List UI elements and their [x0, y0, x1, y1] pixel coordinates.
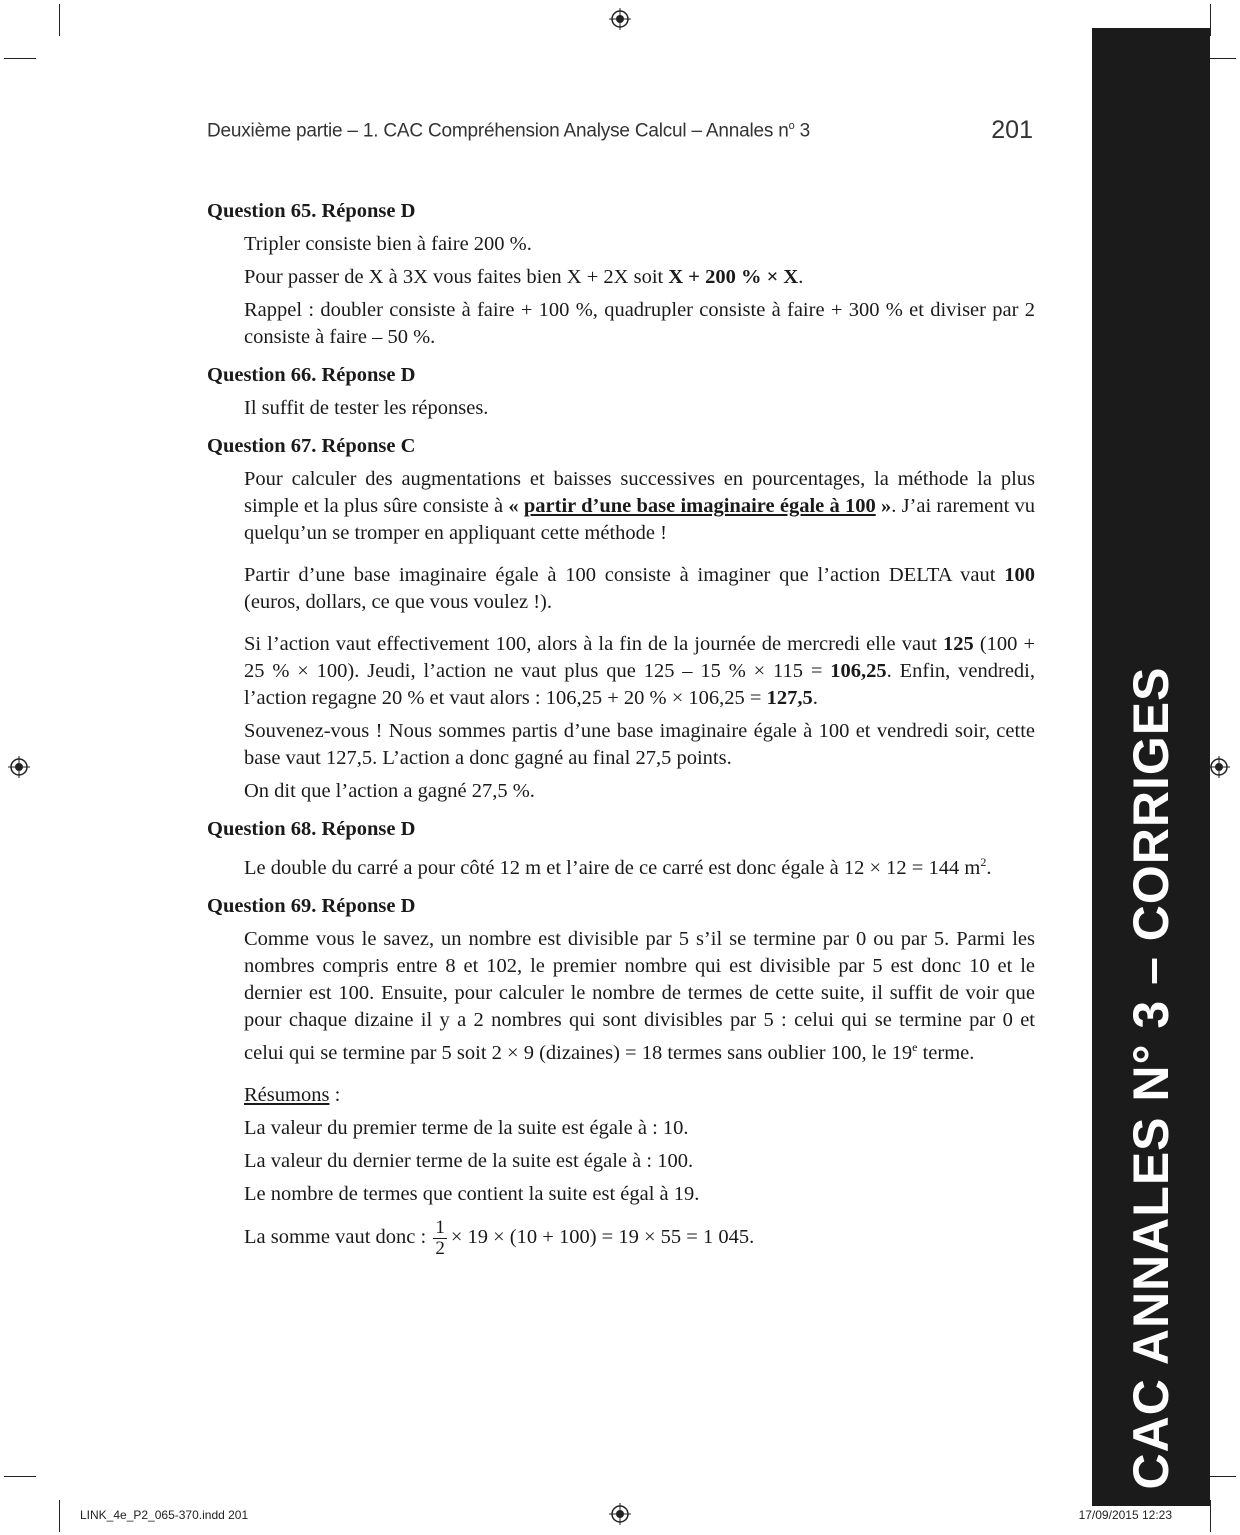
question-67-paragraph: On dit que l’action a gagné 27,5 %.	[244, 780, 535, 802]
page-number: 201	[991, 116, 1033, 144]
running-header	[207, 116, 1033, 146]
registration-mark-icon	[1208, 756, 1230, 778]
registration-mark-icon	[8, 756, 30, 778]
question-65-paragraph: Tripler consiste bien à faire 200 %.	[244, 233, 532, 255]
question-66-heading: Question 66. Réponse D	[207, 364, 416, 386]
question-67-paragraph: Partir d’une base imaginaire égale à 100 consiste à imaginer que l’action DELTA vaut 100 (euros, dollars, ce que vous voulez !).	[244, 564, 1035, 613]
summary-label: Résumons :	[244, 1083, 341, 1106]
question-69-paragraph: Comme vous le savez, un nombre est divisible par 5 s’il se termine par 0 ou par 5. Parmi les nombres compris entre 8 et 102, le premier nombre qui est divisible par 5 est donc 10 et le dernier est 100. Ensuite, pour calculer le nombre de termes de cette suite, il suffit de voir que pour chaque dizaine il y a 2 nombres qui sont divisibles par 5 : celui qui se termine par 0 et celui qui se termine par 5 soit 2 × 9 (dizaines) = 18 termes sans oublier 100, le 19e terme.	[244, 927, 1035, 1064]
crop-mark	[1210, 1500, 1211, 1532]
question-67-paragraph: Souvenez-vous ! Nous sommes partis d’une base imaginaire égale à 100 et vendredi soir, cette base vaut 127,5. L’action a donc gagné au final 27,5 points.	[244, 720, 1035, 769]
summary-line: La valeur du premier terme de la suite est égale à : 10.	[244, 1116, 689, 1139]
crop-mark	[59, 4, 60, 36]
registration-mark-icon	[609, 8, 631, 30]
crop-mark	[4, 1476, 36, 1477]
sum-formula: La somme vaut donc : $\frac{1}{2}$ × 19 × (10 + 100) = 19 × 55 = 1 045.	[244, 1216, 755, 1259]
question-69-heading: Question 69. Réponse D	[207, 894, 416, 917]
summary-line: Le nombre de termes que contient la suite est égal à 19.	[244, 1182, 700, 1205]
side-tab-label: CAC ANNALES N° 3 – CORRIGES	[1123, 666, 1179, 1490]
question-65-paragraph: Pour passer de X à 3X vous faites bien X + 2X soit X + 200 % × X.	[244, 266, 804, 288]
crop-mark	[59, 1500, 60, 1532]
registration-mark-icon	[609, 1503, 631, 1525]
question-67-paragraph: Pour calculer des augmentations et baisses successives en pourcentages, la méthode la plus simple et la plus sûre consiste à « partir d’une base imaginaire égale à 100 ». J’ai rarement vu quelqu’un se tromper en appliquant cette méthode !	[244, 468, 1035, 544]
question-67-paragraph: Si l’action vaut effectivement 100, alors à la fin de la journée de mercredi elle vaut 125 (100 + 25 % × 100). Jeudi, l’action ne vaut plus que 125 – 15 % × 115 = 106,25. Enfin, vendredi, l’action regagne 20 % et vaut alors : 106,25 + 20 % × 106,25 = 127,5.	[244, 633, 1035, 709]
question-65-heading: Question 65. Réponse D	[207, 200, 416, 222]
summary-line: La valeur du dernier terme de la suite est égale à : 100.	[244, 1149, 694, 1172]
question-66-paragraph: Il suffit de tester les réponses.	[244, 397, 489, 419]
question-68-heading: Question 68. Réponse D	[207, 818, 416, 840]
slug-file: LINK_4e_P2_065-370.indd 201	[80, 1508, 249, 1522]
side-tab	[1092, 28, 1210, 1506]
page-content	[207, 198, 1035, 1259]
question-67-heading: Question 67. Réponse C	[207, 435, 416, 457]
crop-mark	[4, 58, 36, 59]
question-65-paragraph: Rappel : doubler consiste à faire + 100 %, quadrupler consiste à faire + 300 % et diviser par 2 consiste à faire – 50 %.	[244, 299, 1035, 348]
running-title: Deuxième partie – 1. CAC Compréhension Analyse Calcul – Annales $n^o$ 3	[207, 120, 810, 142]
crop-mark	[1210, 4, 1211, 36]
fraction: $\frac{1}{2}$	[435, 1216, 445, 1259]
question-68-paragraph: Le double du carré a pour côté 12 m et l’aire de ce carré est donc égale à 12 × 12 = 144 $m^2$.	[244, 855, 992, 879]
slug-date: 17/09/2015 12:23	[1078, 1508, 1172, 1522]
